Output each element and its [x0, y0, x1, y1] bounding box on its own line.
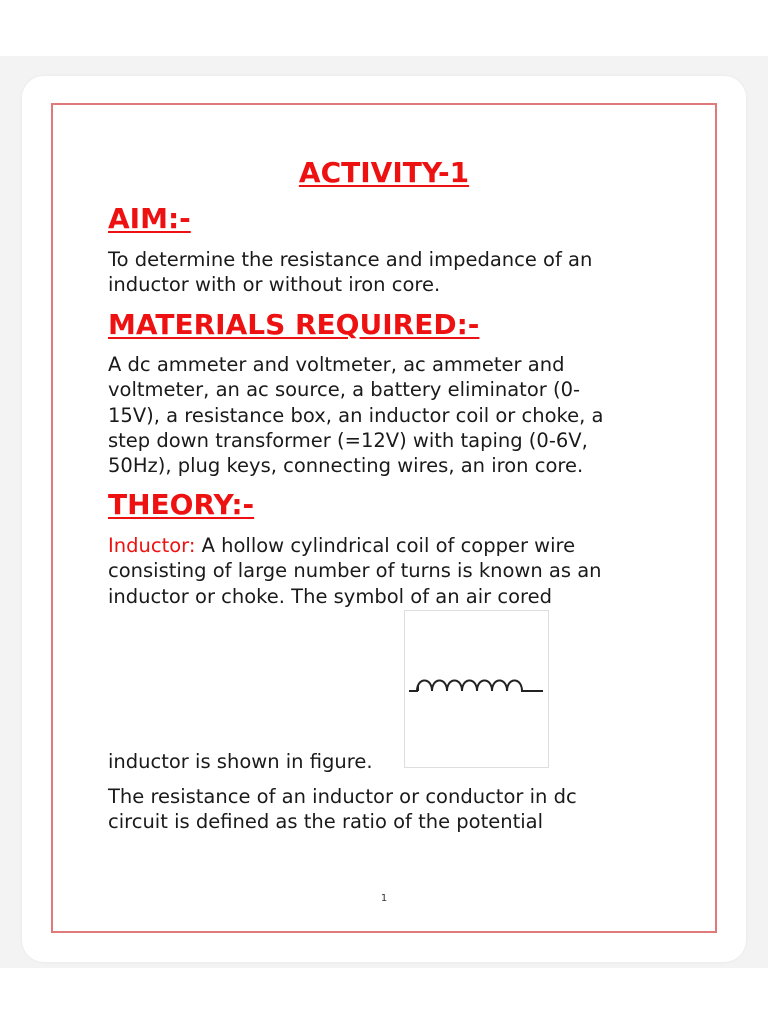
figure-caption-text	[108, 749, 668, 774]
materials-line: voltmeter, an ac source, a battery eliminator (0-	[108, 378, 581, 402]
aim-text	[108, 247, 668, 298]
theory-line: consisting of large number of turns is known as an	[108, 559, 602, 583]
materials-line: A dc ammeter and voltmeter, ac ammeter and	[108, 353, 565, 376]
inductor-figure	[404, 610, 549, 768]
materials-line: 50Hz), plug keys, connecting wires, an iron core.	[108, 454, 584, 478]
resistance-line: circuit is defined as the ratio of the potential	[108, 810, 544, 834]
theory-line-rest: A hollow cylindrical coil of copper wire	[195, 534, 576, 557]
theory-line: inductor or choke. The symbol of an air cored	[108, 584, 552, 608]
theory-text	[108, 533, 668, 609]
inductor-symbol-icon	[405, 611, 548, 767]
aim-heading: AIM:-	[108, 202, 191, 235]
resistance-text	[108, 784, 668, 835]
figure-caption-line: inductor is shown in figure.	[108, 750, 373, 773]
aim-line: To determine the resistance and impedance of an	[108, 248, 593, 271]
materials-text	[108, 352, 668, 478]
theory-heading: THEORY:-	[108, 488, 255, 521]
materials-heading: MATERIALS REQUIRED:-	[108, 308, 480, 341]
page-number: 1	[380, 893, 388, 904]
page-title: ACTIVITY-1	[298, 156, 470, 189]
materials-line: 15V), a resistance box, an inductor coil or choke, a	[108, 403, 604, 427]
resistance-line: The resistance of an inductor or conductor in dc	[108, 785, 577, 808]
inductor-term: Inductor:	[108, 534, 196, 557]
materials-line: step down transformer (=12V) with taping (0-6V,	[108, 428, 588, 452]
aim-line: inductor with or without iron core.	[108, 273, 441, 297]
theory-line	[108, 533, 668, 558]
